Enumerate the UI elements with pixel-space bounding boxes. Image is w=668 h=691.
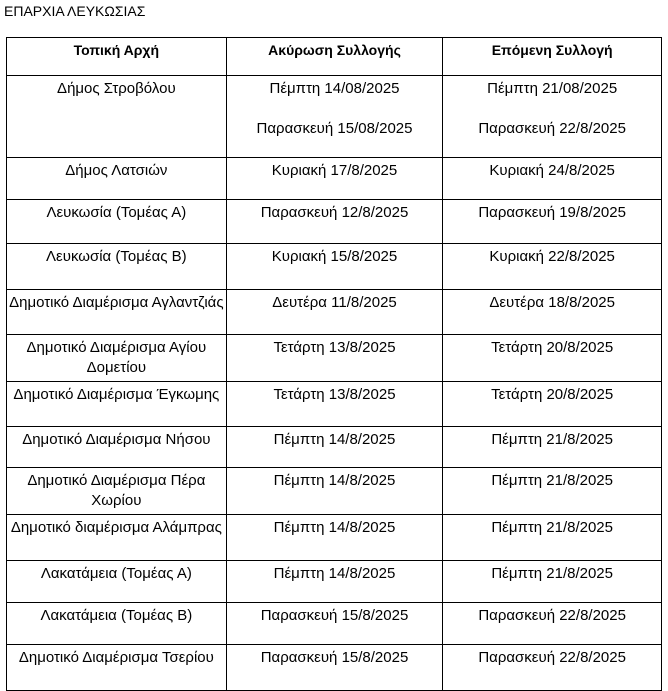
next-collection-cell xyxy=(443,645,662,691)
next-collection-cell xyxy=(443,200,662,244)
cancellation-date: Παρασκευή 15/8/2025 xyxy=(260,649,409,666)
next-collection-date: Δευτέρα 18/8/2025 xyxy=(489,294,615,311)
table-row xyxy=(7,382,662,427)
next-collection-date: Τετάρτη 20/8/2025 xyxy=(491,339,614,356)
next-collection-cell xyxy=(443,468,662,515)
table-row xyxy=(7,645,662,691)
cancellation-cell xyxy=(226,335,443,382)
cancellation-cell xyxy=(226,427,443,468)
authority-cell: Λευκωσία (Τομέας Β) xyxy=(7,244,227,290)
cancellation-date: Παρασκευή 15/8/2025 xyxy=(260,607,409,624)
cancellation-cell xyxy=(226,645,443,691)
collection-schedule-table xyxy=(6,37,662,691)
cancellation-date: Πέμπτη 14/08/2025 xyxy=(269,80,400,97)
next-collection-date: Πέμπτη 21/08/2025 xyxy=(487,80,618,97)
header-authority: Τοπική Αρχή xyxy=(7,38,227,76)
next-collection-cell xyxy=(443,561,662,603)
authority-cell: Λακατάμεια (Τομέας Α) xyxy=(7,561,227,603)
cancellation-date: Κυριακή 15/8/2025 xyxy=(271,248,398,265)
authority-cell: Δημοτικό Διαμέρισμα Έγκωμης xyxy=(7,382,227,427)
cancellation-cell xyxy=(226,158,443,200)
next-collection-cell xyxy=(443,603,662,645)
next-collection-date: Παρασκευή 22/8/2025 xyxy=(478,120,626,137)
next-collection-date: Πέμπτη 21/8/2025 xyxy=(491,519,613,536)
authority-cell: Δημοτικό Διαμέρισμα Τσερίου xyxy=(7,645,227,691)
cancellation-date: Τετάρτη 13/8/2025 xyxy=(273,339,396,356)
cancellation-date: Πέμπτη 14/8/2025 xyxy=(273,519,396,536)
table-row xyxy=(7,515,662,561)
header-next-collection: Επόμενη Συλλογή xyxy=(443,38,662,76)
next-collection-date: Παρασκευή 22/8/2025 xyxy=(478,649,626,666)
cancellation-date: Πέμπτη 14/8/2025 xyxy=(273,565,396,582)
authority-cell: Δήμος Στροβόλου xyxy=(7,76,227,158)
cancellation-cell xyxy=(226,200,443,244)
cancellation-date: Πέμπτη 14/8/2025 xyxy=(273,431,396,448)
cancellation-cell xyxy=(226,561,443,603)
authority-cell: Λευκωσία (Τομέας Α) xyxy=(7,200,227,244)
cancellation-cell xyxy=(226,468,443,515)
table-row xyxy=(7,290,662,335)
table-row xyxy=(7,561,662,603)
next-collection-cell xyxy=(443,290,662,335)
next-collection-date: Πέμπτη 21/8/2025 xyxy=(491,472,613,489)
next-collection-date: Πέμπτη 21/8/2025 xyxy=(491,431,613,448)
authority-cell: Δημοτικό διαμέρισμα Αλάμπρας xyxy=(7,515,227,561)
next-collection-date: Παρασκευή 19/8/2025 xyxy=(478,204,626,221)
next-collection-cell xyxy=(443,335,662,382)
next-collection-cell xyxy=(443,515,662,561)
cancellation-date: Πέμπτη 14/8/2025 xyxy=(273,472,396,489)
next-collection-date: Κυριακή 22/8/2025 xyxy=(489,248,615,265)
cancellation-cell xyxy=(226,382,443,427)
authority-cell: Δημοτικό Διαμέρισμα Αγίου Δομετίου xyxy=(7,335,227,382)
next-collection-cell xyxy=(443,244,662,290)
authority-cell: Δημοτικό Διαμέρισμα Πέρα Χωρίου xyxy=(7,468,227,515)
cancellation-cell xyxy=(226,244,443,290)
next-collection-cell xyxy=(443,382,662,427)
table-row xyxy=(7,468,662,515)
next-collection-cell xyxy=(443,427,662,468)
next-collection-date: Πέμπτη 21/8/2025 xyxy=(491,565,613,582)
table-row xyxy=(7,158,662,200)
table-row xyxy=(7,76,662,158)
cancellation-cell xyxy=(226,290,443,335)
cancellation-cell xyxy=(226,515,443,561)
table-row xyxy=(7,244,662,290)
authority-cell: Δήμος Λατσιών xyxy=(7,158,227,200)
next-collection-date: Κυριακή 24/8/2025 xyxy=(489,162,615,179)
cancellation-cell xyxy=(226,603,443,645)
authority-cell: Δημοτικό Διαμέρισμα Νήσου xyxy=(7,427,227,468)
table-row xyxy=(7,603,662,645)
table-body xyxy=(7,76,662,691)
cancellation-date: Κυριακή 17/8/2025 xyxy=(271,162,398,179)
cancellation-date: Παρασκευή 12/8/2025 xyxy=(260,204,409,221)
region-heading: ΕΠΑΡΧΙΑ ΛΕΥΚΩΣΙΑΣ xyxy=(4,3,146,19)
next-collection-cell xyxy=(443,76,662,158)
authority-cell: Δημοτικό Διαμέρισμα Αγλαντζιάς xyxy=(7,290,227,335)
authority-cell: Λακατάμεια (Τομέας Β) xyxy=(7,603,227,645)
next-collection-date: Παρασκευή 22/8/2025 xyxy=(478,607,626,624)
cancellation-cell xyxy=(226,76,443,158)
table-header-row xyxy=(7,38,662,76)
table-row xyxy=(7,335,662,382)
table-row xyxy=(7,200,662,244)
cancellation-date: Παρασκευή 15/08/2025 xyxy=(256,120,413,137)
cancellation-date: Τετάρτη 13/8/2025 xyxy=(273,386,396,403)
next-collection-cell xyxy=(443,158,662,200)
table-row xyxy=(7,427,662,468)
next-collection-date: Τετάρτη 20/8/2025 xyxy=(491,386,614,403)
cancellation-date: Δευτέρα 11/8/2025 xyxy=(272,294,397,311)
header-cancellation: Ακύρωση Συλλογής xyxy=(226,38,443,76)
